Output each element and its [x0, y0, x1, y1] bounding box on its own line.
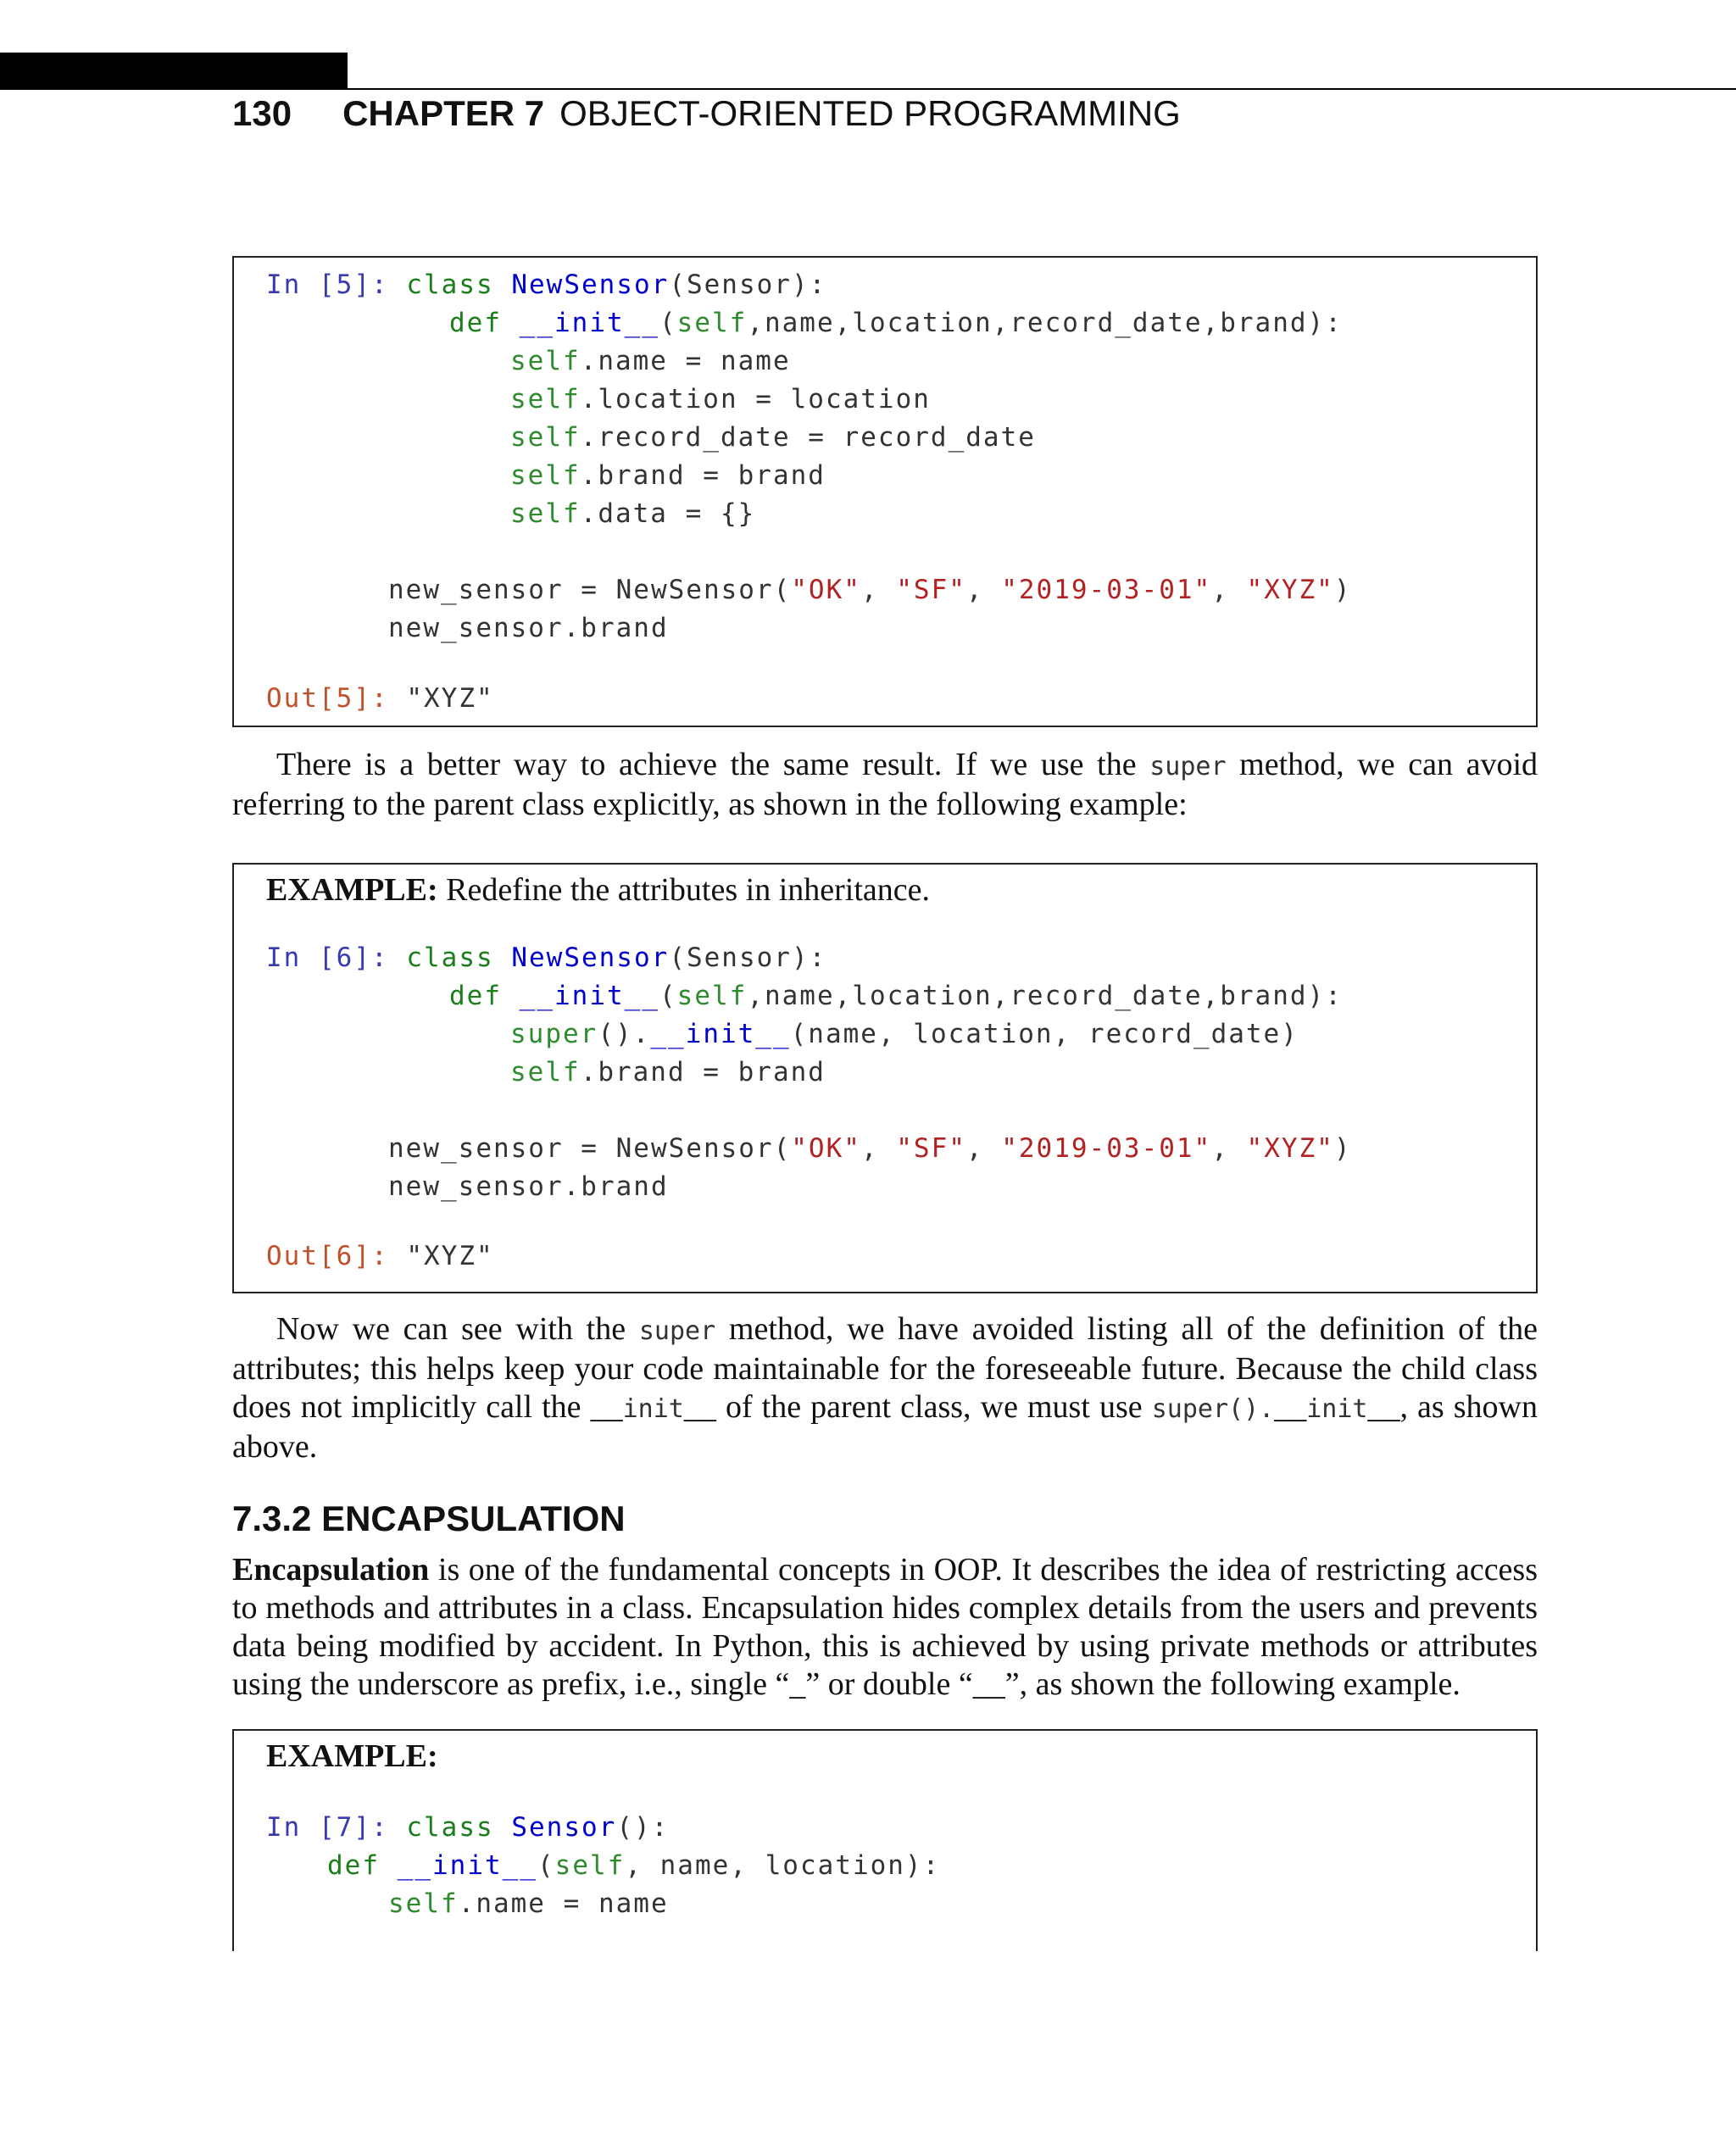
string-literal: "XYZ" — [1246, 575, 1334, 605]
text: method, we have avoided listing all of the definition of the attributes; this helps keep your code maintainable for the foreseeable future. Because the child class does not implicitly call the __ — [232, 1311, 1538, 1425]
keyword: class — [406, 943, 494, 973]
code-text: ( — [659, 981, 677, 1011]
output-line — [266, 1237, 494, 1276]
self-token: self — [510, 1057, 581, 1087]
code-text: , — [1211, 1133, 1247, 1164]
code-text: .brand = brand — [580, 460, 826, 491]
code-text: ) — [1333, 1133, 1352, 1164]
string-literal: "2019-03-01" — [1001, 1133, 1212, 1164]
code-text: (Sensor): — [669, 270, 827, 300]
code-text: .name = name — [458, 1888, 669, 1919]
self-token: self — [510, 384, 581, 414]
out-prompt: Out[6]: — [266, 1241, 389, 1271]
self-token: self — [676, 308, 748, 338]
code-line — [388, 1130, 1352, 1168]
in-prompt: In [7]: — [266, 1812, 389, 1843]
code-line — [388, 571, 1352, 609]
code-line — [510, 1015, 1299, 1054]
code-text: , — [1211, 575, 1247, 605]
running-header — [232, 93, 1181, 144]
code-line: new_sensor.brand — [388, 1171, 669, 1202]
code-text: (Sensor): — [669, 943, 827, 973]
string-literal: "2019-03-01" — [1001, 575, 1212, 605]
bold-term: Encapsulation — [232, 1552, 430, 1588]
string-literal: "XYZ" — [1246, 1133, 1334, 1164]
code-text: ( — [659, 308, 677, 338]
text: __ — [1274, 1389, 1307, 1425]
text: __ of the parent class, we must use — [683, 1389, 1152, 1425]
code-line — [510, 495, 755, 533]
code-cell-5 — [232, 256, 1538, 727]
self-token: self — [510, 498, 581, 529]
code-line: new_sensor.brand — [388, 613, 669, 643]
example-title — [266, 871, 930, 909]
example-box-7 — [232, 1729, 1538, 1951]
function-name: __init__ — [397, 1850, 537, 1881]
self-token: self — [676, 981, 748, 1011]
class-name: Sensor — [511, 1812, 617, 1843]
code-line — [266, 266, 826, 304]
in-prompt: In [6]: — [266, 943, 389, 973]
string-literal: "SF" — [896, 575, 966, 605]
example-box-6 — [232, 863, 1538, 1293]
code-line — [449, 304, 1343, 342]
page-number: 130 — [232, 93, 292, 133]
keyword: class — [406, 1812, 494, 1843]
code-text: ,name,location,record_date,brand): — [747, 981, 1343, 1011]
inline-code: super — [1149, 752, 1227, 781]
self-token: self — [510, 460, 581, 491]
code-text: ,name,location,record_date,brand): — [747, 308, 1343, 338]
code-line — [510, 342, 791, 381]
self-token: self — [510, 422, 581, 453]
code-text: , — [965, 575, 1002, 605]
text: is one of the fundamental concepts in OOP. It describes the idea of restricting access to methods and attributes in a class. Encapsulation hides complex details from the users and prevents data being modified by accident. In Python, this is achieved by using private methods or attributes using the underscore as prefix, i.e., single “_” or double “__”, as shown the following example. — [232, 1552, 1538, 1702]
paragraph — [232, 1310, 1538, 1466]
inline-code: init — [1306, 1394, 1368, 1424]
code-text: , — [860, 1133, 897, 1164]
in-prompt: In [5]: — [266, 270, 389, 300]
code-text: new_sensor = NewSensor( — [388, 1133, 792, 1164]
section-heading: 7.3.2 ENCAPSULATION — [232, 1499, 626, 1538]
code-line — [510, 457, 826, 495]
text: Now we can see with the — [276, 1311, 639, 1347]
example-title — [266, 1738, 438, 1775]
output-value: "XYZ" — [406, 1241, 494, 1271]
code-text: .name = name — [580, 346, 791, 376]
inline-code: init — [622, 1394, 684, 1424]
string-literal: "SF" — [896, 1133, 966, 1164]
code-text: , name, location): — [625, 1850, 941, 1881]
self-token: self — [388, 1888, 459, 1919]
example-caption: Redefine the attributes in inheritance. — [437, 872, 930, 908]
example-label: EXAMPLE: — [266, 872, 438, 908]
code-text: .location = location — [580, 384, 931, 414]
code-line — [388, 1885, 669, 1923]
function-name: __init__ — [650, 1019, 791, 1049]
code-text: .data = {} — [580, 498, 756, 529]
code-text: , — [860, 575, 897, 605]
class-name: NewSensor — [511, 943, 670, 973]
code-text: ( — [537, 1850, 555, 1881]
text: __, as shown above. — [232, 1389, 1538, 1465]
keyword: def — [449, 308, 502, 338]
header-rule — [348, 88, 1736, 90]
paragraph — [232, 746, 1538, 824]
code-text: .brand = brand — [580, 1057, 826, 1087]
inline-code: super — [638, 1316, 716, 1346]
keyword: def — [327, 1850, 380, 1881]
chapter-title: OBJECT-ORIENTED PROGRAMMING — [559, 93, 1181, 133]
example-label: EXAMPLE: — [266, 1738, 438, 1774]
code-text: .record_date = record_date — [580, 422, 1036, 453]
self-token: self — [554, 1850, 626, 1881]
code-line — [510, 381, 931, 419]
code-text: ) — [1333, 575, 1352, 605]
function-name: __init__ — [519, 981, 659, 1011]
inline-code: super(). — [1151, 1394, 1275, 1424]
code-line — [510, 419, 1036, 457]
self-token: self — [510, 346, 581, 376]
keyword: class — [406, 270, 494, 300]
code-text: (name, location, record_date) — [790, 1019, 1299, 1049]
function-name: __init__ — [519, 308, 659, 338]
code-text: , — [965, 1133, 1002, 1164]
text: method, we can avoid referring to the parent class explicitly, as shown in the following example: — [232, 747, 1538, 822]
code-text: (). — [598, 1019, 651, 1049]
string-literal: "OK" — [791, 1133, 861, 1164]
header-bar — [0, 53, 348, 90]
text: There is a better way to achieve the same result. If we use the — [276, 747, 1150, 782]
code-line — [510, 1054, 826, 1092]
code-line — [266, 1809, 669, 1847]
code-text: new_sensor = NewSensor( — [388, 575, 792, 605]
code-line — [266, 939, 826, 977]
output-line — [266, 680, 494, 718]
code-line — [449, 977, 1343, 1015]
code-line — [327, 1847, 940, 1885]
class-name: NewSensor — [511, 270, 670, 300]
out-prompt: Out[5]: — [266, 683, 389, 714]
chapter-label: CHAPTER 7 — [342, 93, 545, 133]
output-value: "XYZ" — [406, 683, 494, 714]
keyword: def — [449, 981, 502, 1011]
string-literal: "OK" — [791, 575, 861, 605]
code-text: (): — [616, 1812, 670, 1843]
builtin-token: super — [510, 1019, 598, 1049]
paragraph — [232, 1551, 1538, 1704]
